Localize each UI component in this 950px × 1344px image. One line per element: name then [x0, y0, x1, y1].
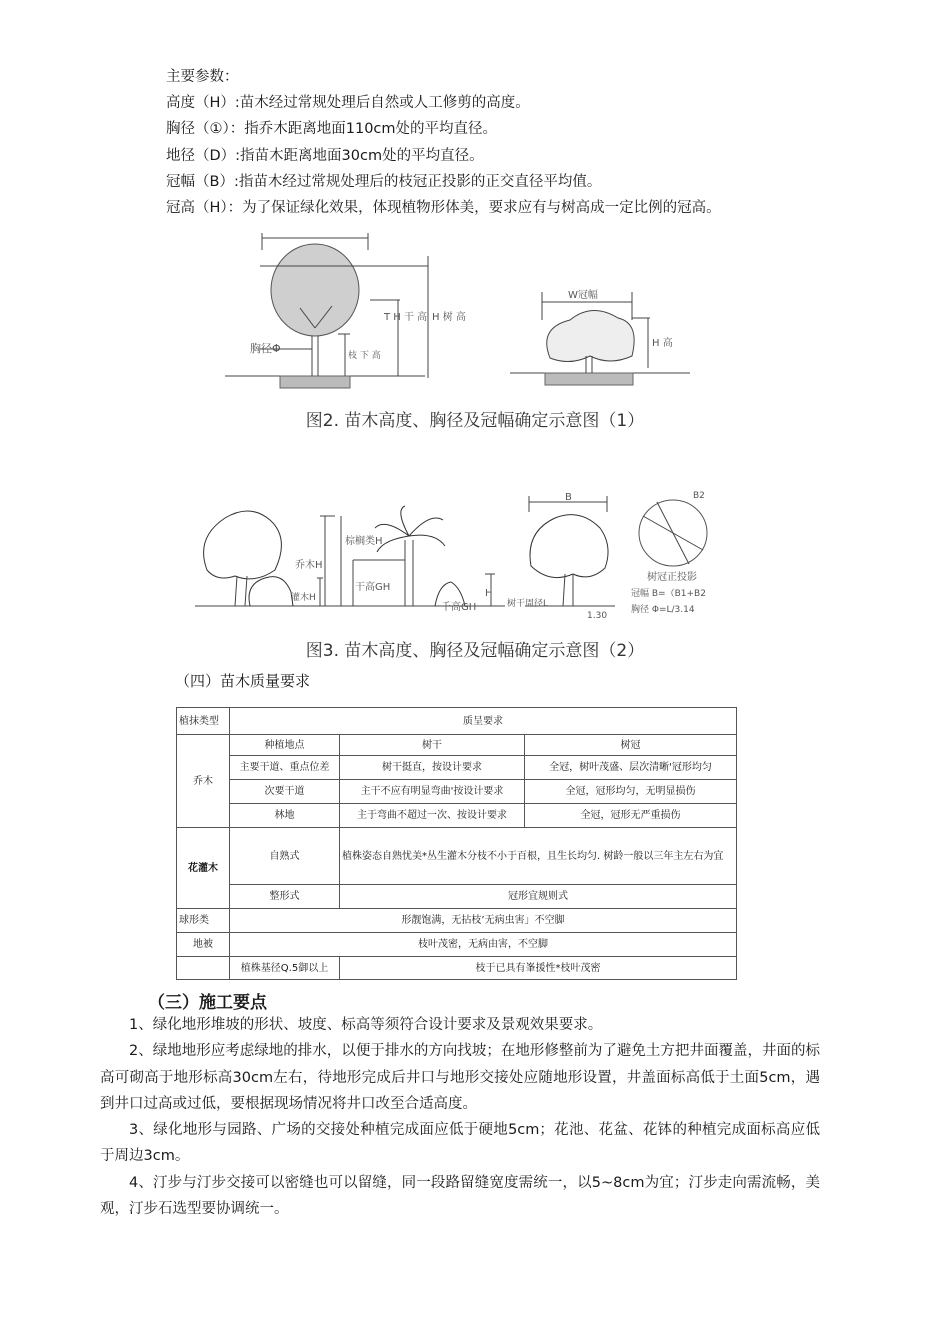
- fig3-b2-label: B2: [693, 491, 705, 501]
- point-3: 3、绿化地形与园路、广场的交接处种植完成面应低于硬地5cm；花池、花盆、花钵的种植完成面标高应低于周边3cm。: [100, 1122, 820, 1165]
- fig2-trunk-label: T H 干 高: [384, 312, 428, 323]
- section-3-title: （三）施工要点: [148, 993, 267, 1013]
- point-1: 1、绿化地形堆坡的形状、坡度、标高等须符合设计要求及景观效果要求。: [129, 1017, 603, 1033]
- construction-points: [100, 1012, 820, 1222]
- shrub-shaped: 整形式: [230, 885, 340, 909]
- param-crown-width: 冠幅（B）:指苗木经过常规处理后的枝冠正投影的正交直径平均值。: [166, 173, 602, 190]
- arbor-trunk-secondary: 主干不应有明显弯曲'按设计要求: [340, 780, 525, 804]
- fig3-arbor-label: 乔木H: [295, 560, 323, 571]
- fig2-dbh-label: 胸径Φ: [250, 342, 281, 355]
- ball-label: 球形类: [177, 909, 230, 933]
- shrub-natural-req: 植株姿态自熟忧美*丛生灌木分枝不小于百根，且生长均匀. 树龄一般以三年主左右为宜: [340, 828, 737, 885]
- fig3-130-label: 1.30: [587, 611, 608, 621]
- ball-req: 形靓饱满，无拈枝’无病虫害」不空脚: [230, 909, 737, 933]
- fig2-crown-label: W冠幅: [568, 290, 598, 301]
- arbor-label: 乔木: [177, 735, 230, 828]
- fig3-girth-label: 树干周径L: [507, 599, 549, 609]
- arbor-location-secondary: 次要干道: [230, 780, 340, 804]
- params-heading: 主要参数：: [166, 69, 239, 85]
- figure-3-diagram: [195, 488, 725, 628]
- table-row: [177, 780, 737, 804]
- vine-req: 枝于已具有峯援性*枝叶茂密: [340, 957, 737, 980]
- quality-table: [176, 707, 737, 980]
- table-row: [177, 756, 737, 780]
- fig3-trunk-gh2-label: 千高GH: [441, 602, 477, 613]
- vine-label: 植株基径Q.5御以上: [230, 957, 340, 980]
- fig2-tree-height-label: H 树 高: [432, 312, 466, 323]
- fig3-shrub-label: 灌木H: [291, 593, 316, 603]
- fig3-projection-label: 树冠正投影: [647, 572, 697, 583]
- arbor-crown-secondary: 全冠，冠形均匀，无明显损伤: [525, 780, 737, 804]
- table-row: [177, 804, 737, 828]
- ground-label: 地被: [177, 933, 230, 957]
- fig2-branch-label: 枝 下 高: [348, 351, 381, 361]
- shrub-natural: 自熟式: [230, 828, 340, 885]
- arbor-trunk-forest: 主于弯曲不超过一次、按设计要求: [340, 804, 525, 828]
- arbor-location-forest: 林地: [230, 804, 340, 828]
- sub-header-location: 种植地点: [230, 735, 340, 756]
- arbor-crown-forest: 全冠，冠形无严重损伤: [525, 804, 737, 828]
- figure-2-diagram: [220, 228, 690, 398]
- arbor-location-main: 主要干道、重点位差: [230, 756, 340, 780]
- arbor-crown-main: 全冠，树叶茂盛、层次清晰'冠形均匀: [525, 756, 737, 780]
- ground-req: 枝叶茂密，无病由害，不空脚: [230, 933, 737, 957]
- shrub-shaped-req: 冠形宜规则式: [340, 885, 737, 909]
- param-dbh: 胸径（①）：指乔木距离地面110cm处的平均直径。: [166, 121, 498, 138]
- figure-3-caption: 图3. 苗木高度、胸径及冠幅确定示意图（2）: [305, 641, 645, 661]
- point-4: 4、汀步与汀步交接可以密缝也可以留缝，同一段路留缝宽度需统一，以5~8cm为宜；汀步走向需流畅，美观，汀步石选型要协调统一。: [100, 1174, 820, 1218]
- fig3-palm-label: 棕榈类H: [345, 536, 383, 547]
- section-4-title: （四）苗木质量要求: [175, 672, 311, 690]
- fig2-crown-h-label: H 高: [652, 338, 673, 349]
- fig3-formula-crown: 冠幅 B=（B1+B2: [631, 589, 706, 599]
- param-ground-diameter: 地径（D）:指苗木距离地面30cm处的平均直径。: [166, 147, 484, 164]
- param-crown-height: 冠高（H）：为了保证绿化效果，体现植物形体美，要求应有与树高成一定比例的冠高。: [166, 200, 721, 217]
- figure-2-caption: 图2. 苗木高度、胸径及冠幅确定示意图（1）: [305, 411, 645, 431]
- fig3-b-label: B: [565, 492, 572, 503]
- col-req-header: 质呈要求: [230, 708, 737, 735]
- arbor-trunk-main: 树干挺直，按设计要求: [340, 756, 525, 780]
- main-parameters: [166, 64, 866, 221]
- fig3-h-label: H: [485, 588, 493, 599]
- fig3-trunk-gh-label: 干高GH: [355, 582, 391, 593]
- col-type-header: 植抹类型: [177, 708, 230, 735]
- point-2: 2、绿地地形应考虑绿地的排水，以便于排水的方向找坡；在地形修整前为了避免土方把井面覆盖，井面的标高可砌高于地形标高30cm左右，待地形完成后井口与地形交接处应随地形设置，井盖面标高低于土面5cm，遇到井口过高或过低，要根据现场情况将井口改至合适高度。: [100, 1043, 820, 1112]
- shrub-label: 花灌木: [177, 828, 230, 909]
- param-height: 高度（H）:苗木经过常规处理后自然或人工修剪的高度。: [166, 95, 530, 112]
- sub-header-trunk: 树干: [340, 735, 525, 756]
- sub-header-crown: 树冠: [525, 735, 737, 756]
- fig3-formula-dbh: 胸径 Φ=L/3.14: [631, 605, 695, 615]
